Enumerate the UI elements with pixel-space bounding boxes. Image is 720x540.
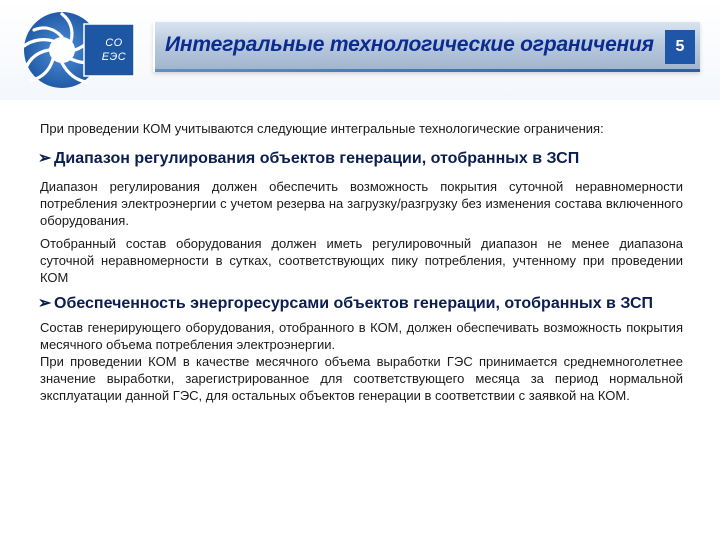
- slide-number: 5: [665, 30, 695, 64]
- slide-content: [40, 120, 683, 404]
- logo-text-line2: ЕЭС: [101, 51, 127, 63]
- section-heading-2: [38, 294, 683, 313]
- title-bar: [153, 22, 700, 72]
- slide-header: [0, 0, 720, 100]
- arrow-bullet-icon: ➢: [38, 295, 52, 312]
- section-2-paragraph-2: При проведении КОМ в качестве месячного объема выработки ГЭС принимается среднемноголетнее значение выработки, зарегистрированное для соответствующего месяца за период нормальной эксплуатации данной ГЭС, для остальных объектов генерации в соответствии с заявкой на КОМ.: [40, 354, 683, 403]
- logo-text: [94, 36, 134, 64]
- section-heading-1: [38, 149, 683, 168]
- section-heading-text: Диапазон регулирования объектов генерации, отобранных в ЗСП: [54, 150, 580, 167]
- intro-text: При проведении КОМ учитываются следующие интегральные технологические ограничения:: [40, 121, 604, 136]
- arrow-bullet-icon: ➢: [38, 150, 52, 167]
- company-logo: [10, 8, 150, 93]
- section-1-paragraph-1: Диапазон регулирования должен обеспечить возможность покрытия суточной неравномерности потребления электроэнергии с учетом резерва на загрузку/разгрузку без изменения состава включенного оборудования.: [40, 179, 683, 228]
- section-1-paragraph-2: Отобранный состав оборудования должен иметь регулировочный диапазон не менее диапазона суточной неравномерности в сутках, соответствующих пику потребления, учтенному при проведении КОМ: [40, 236, 683, 285]
- section-heading-text: Обеспеченность энергоресурсами объектов генерации, отобранных в ЗСП: [54, 295, 654, 312]
- page-title: Интегральные технологические ограничения: [165, 33, 654, 56]
- section-2-paragraph-1: Состав генерирующего оборудования, отобранного в КОМ, должен обеспечивать возможность покрытия месячного объема потребления электроэнергии.: [40, 320, 683, 352]
- logo-text-line1: СО: [105, 37, 123, 49]
